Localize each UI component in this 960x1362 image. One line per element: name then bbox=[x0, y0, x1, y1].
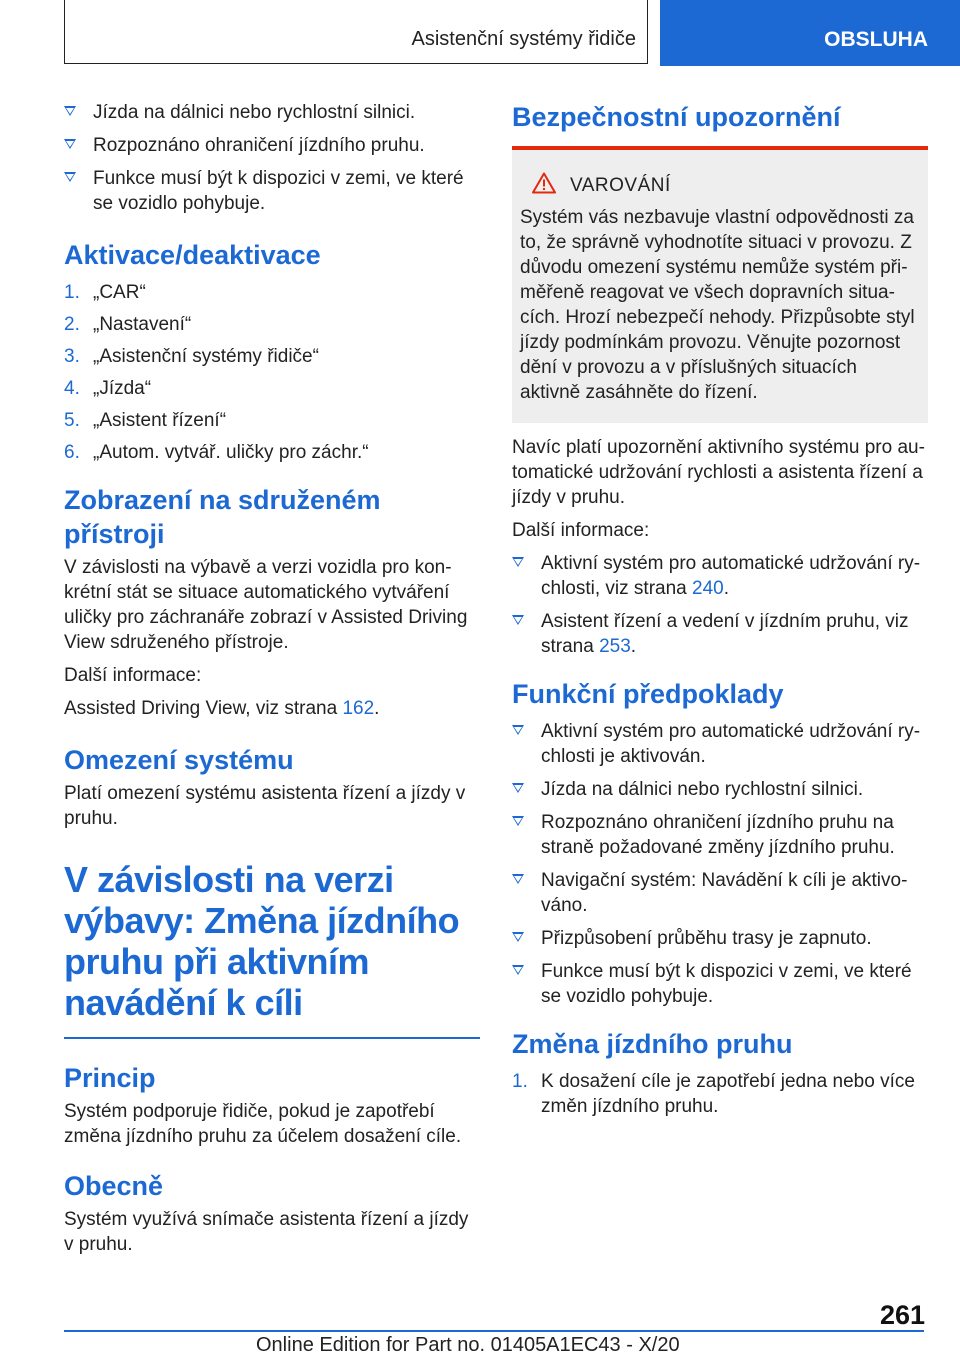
bullet-triangle-icon bbox=[512, 965, 524, 975]
bullet-triangle-icon bbox=[512, 874, 524, 884]
safety-heading: Bezpečnostní upozornění bbox=[512, 102, 841, 132]
warning-text: Systém vás nezbavuje vlastní odpovědnosti za to, že správně vyhodnotíte situaci v provozu. Z důvodu omezení systému nemůže systém přiměřeně reagovat ve všech dopravních situacích. Hrozí nebezpečí nehody. Přizpůsobte styl jízdy podmínkám provozu. Věnujte pozornost dění v provozu a v příslušných situacích aktivně zasáhněte do řízení. bbox=[520, 207, 915, 403]
more-info-label: Další informace: bbox=[512, 520, 650, 541]
section-big-heading: V závislosti na verzi výbavy: Změna jízdního pruhu při aktivním navádění k cíli bbox=[64, 859, 460, 1023]
reference-list bbox=[512, 551, 928, 659]
page-link-240[interactable]: 240 bbox=[692, 578, 724, 599]
step-item: 4. „Jízda“ bbox=[64, 378, 152, 399]
bullet-triangle-icon bbox=[64, 139, 76, 149]
warning-box bbox=[512, 146, 928, 423]
bullet-triangle-icon bbox=[512, 557, 524, 567]
prereq-heading: Funkční předpoklady bbox=[512, 679, 784, 709]
page-number: 261 bbox=[880, 1300, 926, 1330]
list-item: Asistent řízení a vedení v jízdním pruhu, viz strana 253. bbox=[512, 609, 928, 659]
bullet-triangle-icon bbox=[512, 783, 524, 793]
list-item: Aktivní systém pro automatické udržování rychlosti je aktivován. bbox=[512, 719, 928, 769]
bullet-triangle-icon bbox=[512, 725, 524, 735]
bullet-triangle-icon bbox=[512, 932, 524, 942]
edition-footer: Online Edition for Part no. 01405A1EC43 - X/20 bbox=[256, 1334, 680, 1356]
display-text: V závislosti na výbavě a verzi vozidla pro konkrétní stát se situace automatického vytváření uličky pro záchranáře zobrazí v Assisted Driving View sdruženého přístroje. bbox=[64, 557, 468, 653]
right-column bbox=[512, 100, 928, 1126]
left-column bbox=[64, 100, 480, 1257]
bullet-triangle-icon bbox=[64, 106, 76, 116]
step-item: 5. „Asistent řízení“ bbox=[64, 410, 227, 431]
general-heading: Obecně bbox=[64, 1170, 164, 1201]
page-link-253[interactable]: 253 bbox=[599, 636, 631, 657]
warning-header bbox=[520, 172, 920, 199]
bullet-triangle-icon bbox=[512, 816, 524, 826]
page-link-162[interactable]: 162 bbox=[342, 698, 375, 719]
list-item: Jízda na dálnici nebo rychlostní silnici. bbox=[512, 777, 928, 802]
more-info-label: Další informace: bbox=[64, 665, 202, 686]
principle-heading: Princip bbox=[64, 1062, 156, 1093]
activation-heading: Aktivace/deaktivace bbox=[64, 240, 321, 270]
list-item: Aktivní systém pro automatické udržování rychlosti, viz strana 240. bbox=[512, 551, 928, 601]
footer-divider bbox=[64, 1330, 924, 1332]
list-item: Funkce musí být k dispozici v zemi, ve které se vozidlo pohybuje. bbox=[512, 959, 928, 1009]
step-item: 1. „CAR“ bbox=[64, 282, 146, 303]
note-text: Navíc platí upozornění aktivního systému pro automatické udržování rychlosti a asistenta řízení a jízdy v pruhu. bbox=[512, 437, 925, 508]
more-info-reference: Assisted Driving View, viz strana 162. bbox=[64, 698, 380, 719]
list-item: Rozpoznáno ohraničení jízdního pruhu. bbox=[64, 133, 480, 158]
list-item: Rozpoznáno ohraničení jízdního pruhu na straně požadované změny jízdního pruhu. bbox=[512, 810, 928, 860]
warning-title: VAROVÁNÍ bbox=[570, 174, 671, 196]
section-divider bbox=[64, 1037, 480, 1039]
list-item: Přizpůsobení průběhu trasy je zapnuto. bbox=[512, 926, 928, 951]
prereq-list bbox=[512, 719, 928, 1009]
list-item: Funkce musí být k dispozici v zemi, ve které se vozidlo pohybuje. bbox=[64, 166, 480, 216]
chapter-title: Asistenční systémy řidiče bbox=[411, 28, 636, 50]
general-text: Systém využívá snímače asistenta řízení a jízdy v pruhu. bbox=[64, 1208, 469, 1255]
section-tab[interactable]: OBSLUHA bbox=[660, 0, 960, 66]
step-item: 2. „Nastavení“ bbox=[64, 314, 192, 335]
list-item: Navigační systém: Navádění k cíli je aktivováno. bbox=[512, 868, 928, 918]
activation-steps bbox=[64, 280, 480, 465]
display-heading: Zobrazení na sdruženém přístroji bbox=[64, 485, 381, 549]
step-item: 3. „Asistenční systémy řidiče“ bbox=[64, 346, 319, 367]
page-header bbox=[0, 0, 960, 66]
bullet-triangle-icon bbox=[64, 172, 76, 182]
step-item: 6. „Autom. vytvář. uličky pro záchr.“ bbox=[64, 442, 369, 463]
principle-text: Systém podporuje řidiče, pokud je zapotřebí změna jízdního pruhu za účelem dosažení cíle. bbox=[64, 1100, 462, 1147]
warning-triangle-icon bbox=[532, 172, 556, 199]
lane-change-heading: Změna jízdního pruhu bbox=[512, 1029, 793, 1059]
conditions-list bbox=[64, 100, 480, 216]
limits-heading: Omezení systému bbox=[64, 745, 294, 775]
bullet-triangle-icon bbox=[512, 615, 524, 625]
list-item: Jízda na dálnici nebo rychlostní silnici. bbox=[64, 100, 480, 125]
lane-change-steps bbox=[512, 1069, 928, 1119]
step-item: 1. K dosažení cíle je zapotřebí jedna nebo více změn jízdního pruhu. bbox=[512, 1071, 915, 1117]
limits-text: Platí omezení systému asistenta řízení a jízdy v pruhu. bbox=[64, 783, 466, 829]
